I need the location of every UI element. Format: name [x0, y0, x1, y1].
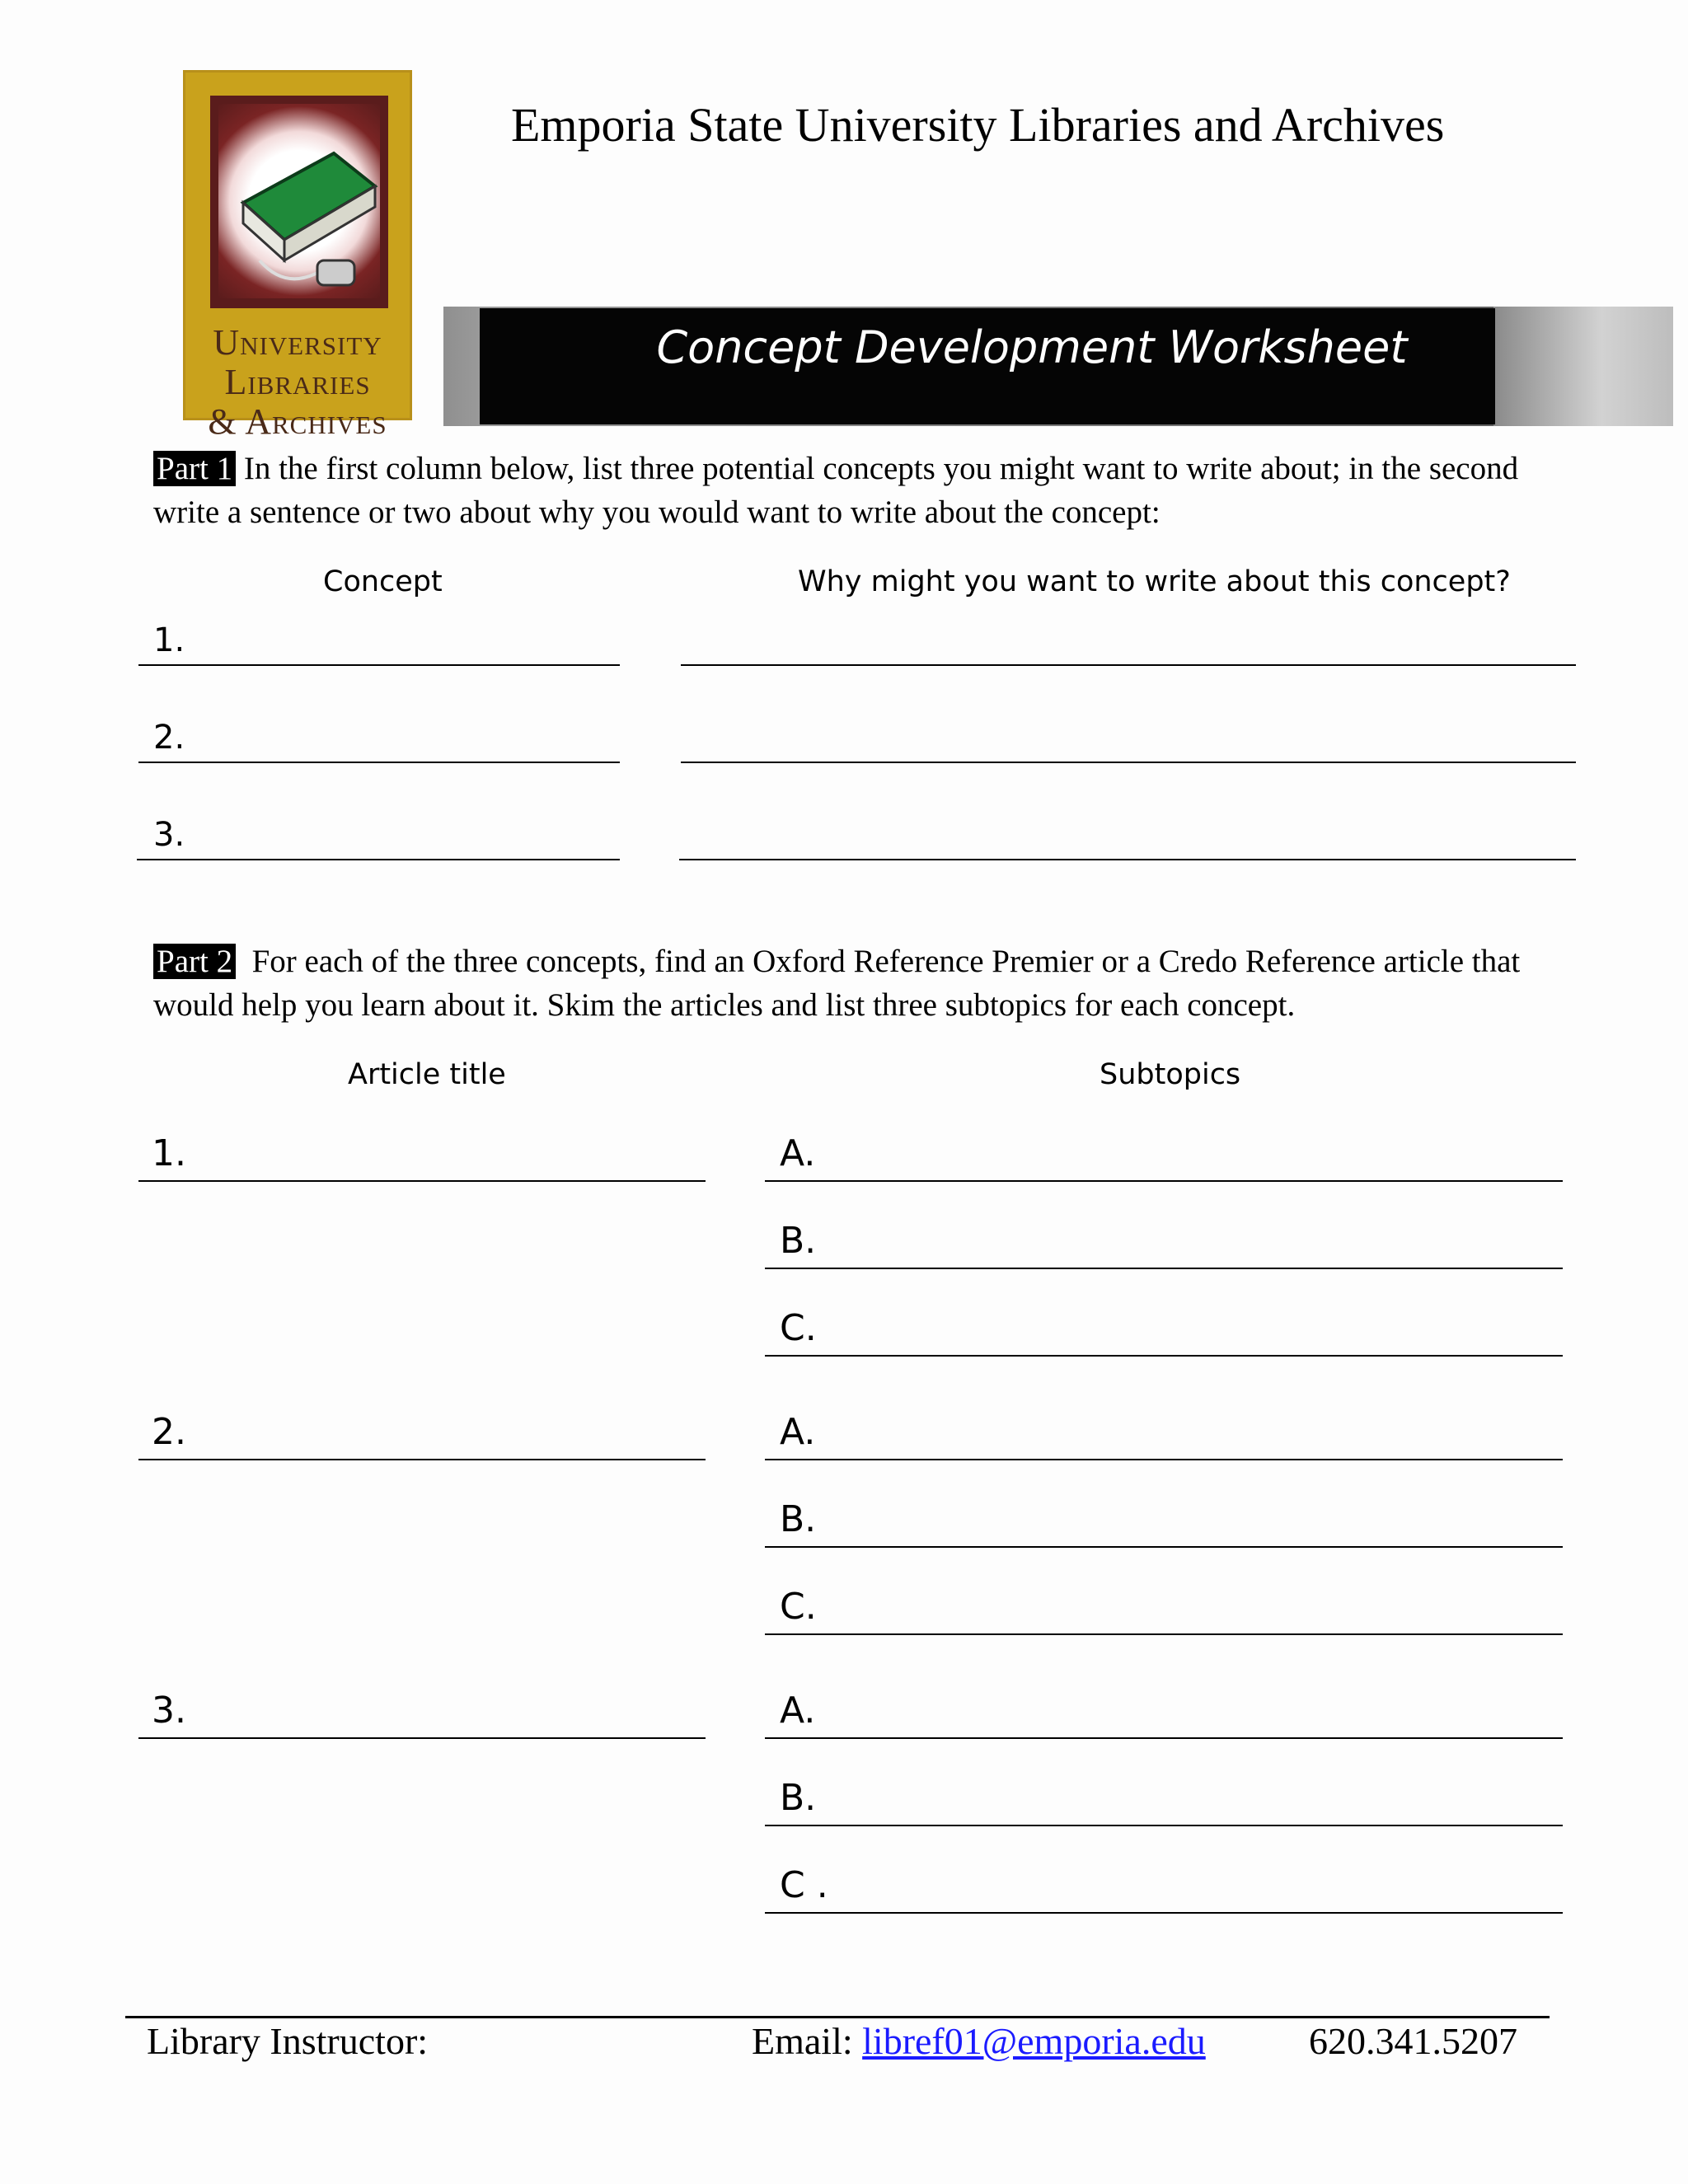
worksheet-title: Concept Development Worksheet: [656, 321, 1408, 373]
article-1-number: 1.: [152, 1132, 186, 1174]
subtopic-1a-field[interactable]: [765, 1180, 1563, 1182]
concept-1-field[interactable]: [138, 664, 620, 666]
subtopic-2a-label: A.: [780, 1411, 816, 1453]
email-link[interactable]: libref01@emporia.edu: [862, 2020, 1206, 2062]
concept-column-header: Concept: [323, 565, 443, 598]
subtopic-3a-label: A.: [780, 1690, 816, 1732]
subtopic-3c-field[interactable]: [765, 1912, 1563, 1914]
subtopic-1a-label: A.: [780, 1132, 816, 1174]
article-3-number: 3.: [152, 1690, 186, 1732]
subtopic-2b-label: B.: [780, 1498, 817, 1540]
concept-3-field[interactable]: [137, 859, 620, 860]
why-2-field[interactable]: [681, 762, 1576, 763]
footer-divider: [125, 2016, 1550, 2018]
part2-instruction-block: [153, 940, 1554, 1027]
article-2-field[interactable]: [138, 1459, 706, 1460]
part1-instruction: In the first column below, list three potential concepts you might want to write about; in the second write a sentence or two about why you would want to write about the concept:: [153, 451, 1519, 530]
part1-instruction-block: [153, 447, 1554, 534]
part2-instruction: For each of the three concepts, find an Oxford Reference Premier or a Credo Reference article that would help you learn about it. Skim the articles and list three subtopics for each concept.: [153, 944, 1521, 1023]
subtopic-2c-field[interactable]: [765, 1633, 1563, 1635]
concept-row-1-number: 1.: [153, 621, 185, 659]
part2-tag: Part 2: [153, 944, 236, 979]
concept-2-field[interactable]: [138, 762, 620, 763]
article-2-number: 2.: [152, 1411, 186, 1453]
why-3-field[interactable]: [679, 859, 1576, 860]
footer-email: [752, 2019, 1206, 2063]
subtopic-1b-field[interactable]: [765, 1268, 1563, 1269]
concept-row-2-number: 2.: [153, 719, 185, 757]
subtopic-2a-field[interactable]: [765, 1459, 1563, 1460]
article-1-field[interactable]: [138, 1180, 706, 1182]
library-logo: [183, 70, 412, 442]
logo-line-3: & Archives: [208, 401, 387, 442]
subtopics-column-header: Subtopics: [1100, 1058, 1241, 1091]
subtopic-3b-field[interactable]: [765, 1825, 1563, 1826]
subtopic-1c-label: C.: [780, 1307, 817, 1349]
logo-line-2: Libraries: [224, 362, 371, 402]
book-mouse-icon: [210, 96, 388, 308]
subtopic-2c-label: C.: [780, 1586, 817, 1628]
subtopic-2b-field[interactable]: [765, 1546, 1563, 1548]
subtopic-3a-field[interactable]: [765, 1737, 1563, 1739]
concept-row-3-number: 3.: [153, 816, 185, 854]
library-instructor-label: Library Instructor:: [147, 2020, 429, 2062]
subtopic-1c-field[interactable]: [765, 1355, 1563, 1357]
org-title: Emporia State University Libraries and Archives: [511, 98, 1445, 152]
why-1-field[interactable]: [681, 664, 1576, 666]
subtopic-1b-label: B.: [780, 1220, 817, 1262]
subtopic-3b-label: B.: [780, 1777, 817, 1819]
logo-line-1: University: [213, 322, 382, 363]
article-3-field[interactable]: [138, 1737, 706, 1739]
part1-tag: Part 1: [153, 451, 236, 486]
email-label: Email:: [752, 2020, 853, 2062]
subtopic-3c-label: C .: [780, 1864, 828, 1906]
why-column-header: Why might you want to write about this concept?: [798, 565, 1511, 598]
article-title-column-header: Article title: [348, 1058, 506, 1091]
phone-number: 620.341.5207: [1309, 2020, 1517, 2062]
